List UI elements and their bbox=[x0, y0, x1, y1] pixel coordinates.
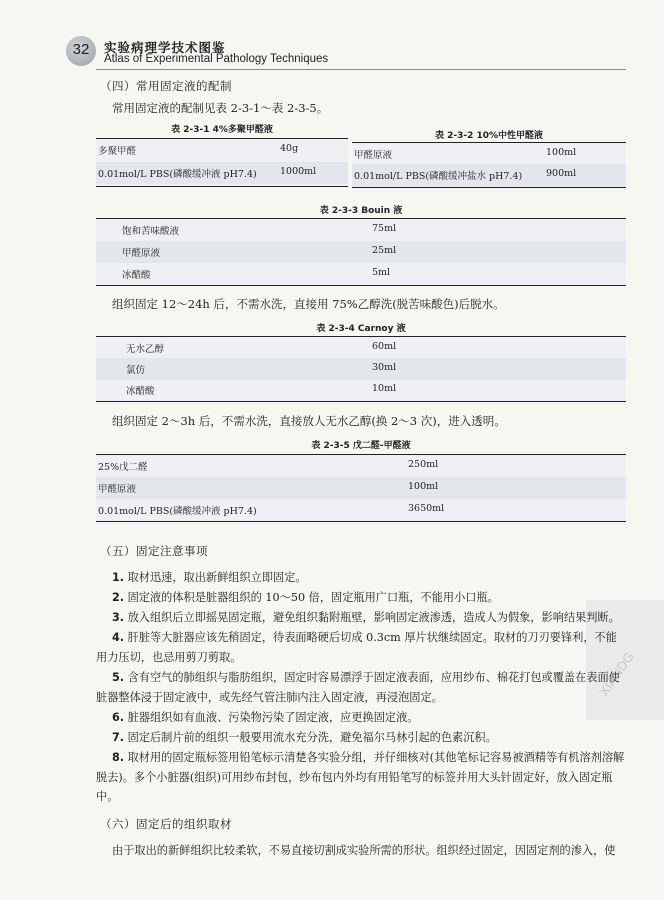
cell-value: 900ml bbox=[546, 168, 577, 179]
table3-caption: 表 2-3-3 Bouin 液 bbox=[319, 206, 403, 216]
table4-caption: 表 2-3-4 Carnoy 液 bbox=[316, 324, 406, 334]
list-item bbox=[96, 748, 626, 807]
table2-caption: 表 2-3-2 10%中性甲醛液 bbox=[434, 131, 544, 141]
watermark-text: XIANDG bbox=[596, 649, 637, 699]
section6-heading: （六）固定后的组织取材 bbox=[100, 817, 232, 831]
table-row bbox=[96, 139, 348, 161]
cell-value: 100ml bbox=[546, 147, 577, 158]
cell-name: 冰醋酸 bbox=[126, 386, 155, 397]
table-row bbox=[96, 477, 626, 499]
item-text: 取材用的固定瓶标签用铅笔标示清楚各实验分组，并仔细核对(其他笔标记容易被酒精等有机溶剂溶解脱去)。多个小脏器(组织)可用纱布封包，纱布包内外均有用铅笔写的标签并用大头针固定好，放入固定瓶中。 bbox=[96, 751, 625, 803]
section6-text bbox=[96, 841, 626, 861]
section5-heading: （五）固定注意事项 bbox=[100, 544, 208, 558]
item-number: 8. bbox=[112, 751, 125, 764]
note-bouin: 组织固定 12～24h 后，不需水洗，直接用 75%乙醇洗(脱苦味酸色)后脱水。 bbox=[112, 297, 505, 311]
note-carnoy: 组织固定 2～3h 后，不需水洗，直接放人无水乙醇(换 2～3 次)，进入透明。 bbox=[112, 414, 506, 428]
cell-name: 甲醛原液 bbox=[98, 484, 137, 495]
cell-name: 无水乙醇 bbox=[126, 344, 165, 355]
table-row bbox=[96, 379, 626, 401]
item-number: 7. bbox=[112, 731, 125, 744]
table5 bbox=[96, 454, 626, 522]
header-rule bbox=[96, 69, 626, 70]
list-item bbox=[96, 608, 626, 628]
section6-text-content: 由于取出的新鲜组织比较柔软，不易直接切割成实验所需的形状。组织经过固定，因固定剂的渗入，使 bbox=[112, 844, 616, 857]
list-item bbox=[96, 708, 626, 728]
cell-value: 40g bbox=[280, 143, 299, 154]
book-title-en: Atlas of Experimental Pathology Techniques bbox=[104, 53, 329, 65]
cell-name: 氯仿 bbox=[126, 365, 146, 376]
cell-value: 100ml bbox=[408, 481, 439, 492]
list-item bbox=[96, 628, 626, 667]
item-text: 固定液的体积是脏器组织的 10～50 倍，固定瓶用广口瓶，不能用小口瓶。 bbox=[127, 591, 499, 604]
item-number: 2. bbox=[112, 591, 125, 604]
item-number: 6. bbox=[112, 711, 125, 724]
cell-name: 甲醛原液 bbox=[122, 248, 161, 259]
page-number: 32 bbox=[72, 41, 90, 58]
cell-value: 75ml bbox=[372, 223, 397, 234]
item-text: 脏器组织如有血液、污染物污染了固定液，应更换固定液。 bbox=[127, 711, 419, 724]
cell-value: 30ml bbox=[372, 362, 397, 373]
cell-name: 0.01mol/L PBS(磷酸缓冲液 pH7.4) bbox=[98, 169, 257, 180]
cell-value: 3650ml bbox=[408, 503, 445, 514]
table-row bbox=[96, 337, 626, 359]
cell-name: 0.01mol/L PBS(磷酸缓冲盐水 pH7.4) bbox=[354, 171, 523, 182]
table-row bbox=[352, 164, 626, 186]
list-item bbox=[96, 728, 626, 748]
cell-value: 10ml bbox=[372, 383, 397, 394]
section4-intro: 常用固定液的配制见表 2-3-1～表 2-3-5。 bbox=[112, 101, 329, 115]
table-row bbox=[96, 499, 626, 521]
list-item bbox=[96, 668, 626, 707]
cell-value: 250ml bbox=[408, 459, 439, 470]
section4-heading: （四）常用固定液的配制 bbox=[100, 79, 232, 93]
table-row bbox=[96, 358, 626, 380]
table-row bbox=[96, 162, 348, 184]
table-row bbox=[352, 143, 626, 165]
book-title-cn: 实验病理学技术图鉴 bbox=[104, 40, 226, 55]
table5-caption: 表 2-3-5 戊二醛-甲醛液 bbox=[311, 441, 411, 451]
cell-value: 60ml bbox=[372, 341, 397, 352]
list-item bbox=[96, 588, 626, 608]
table-row bbox=[96, 241, 626, 263]
table3 bbox=[96, 218, 626, 286]
table2 bbox=[352, 142, 626, 188]
cell-name: 冰醋酸 bbox=[122, 270, 151, 281]
table1-caption: 表 2-3-1 4%多聚甲醛液 bbox=[171, 125, 273, 135]
cell-name: 25%戊二醛 bbox=[98, 462, 148, 473]
item-text: 固定后制片前的组织一般要用流水充分洗，避免福尔马林引起的色素沉积。 bbox=[127, 731, 497, 744]
item-number: 5. bbox=[112, 671, 125, 684]
item-number: 4. bbox=[112, 631, 125, 644]
cell-name: 甲醛原液 bbox=[354, 150, 393, 161]
cell-name: 多聚甲醛 bbox=[98, 146, 137, 157]
item-number: 3. bbox=[112, 611, 125, 624]
item-text: 肝脏等大脏器应该先稍固定，待表面略硬后切成 0.3cm 厚片状继续固定。取材的刀刃要锋利，不能用力压切，也忌用剪刀剪取。 bbox=[96, 631, 617, 664]
table-row bbox=[96, 263, 626, 285]
table-row bbox=[96, 219, 626, 241]
item-text: 取材迅速，取出新鲜组织立即固定。 bbox=[127, 571, 307, 584]
table-row bbox=[96, 455, 626, 477]
item-number: 1. bbox=[112, 571, 125, 584]
cell-value: 25ml bbox=[372, 245, 397, 256]
table4 bbox=[96, 336, 626, 402]
cell-value: 5ml bbox=[372, 267, 391, 278]
cell-name: 饱和苦味酸液 bbox=[122, 226, 180, 237]
item-text: 含有空气的肺组织与脂肪组织，固定时容易漂浮于固定液表面，应用纱布、棉花打包或覆盖在表面使脏器整体浸于固定液中，或先经气管注肺内注入固定液，再浸泡固定。 bbox=[96, 671, 620, 704]
item-text: 放入组织后立即摇晃固定瓶，避免组织黏附瓶壁，影响固定液渗透，造成人为假象，影响结果判断。 bbox=[127, 611, 620, 624]
cell-value: 1000ml bbox=[280, 166, 317, 177]
table1 bbox=[96, 138, 348, 187]
page-number-badge bbox=[66, 36, 96, 66]
cell-name: 0.01mol/L PBS(磷酸缓冲液 pH7.4) bbox=[98, 506, 257, 517]
list-item bbox=[96, 568, 626, 588]
